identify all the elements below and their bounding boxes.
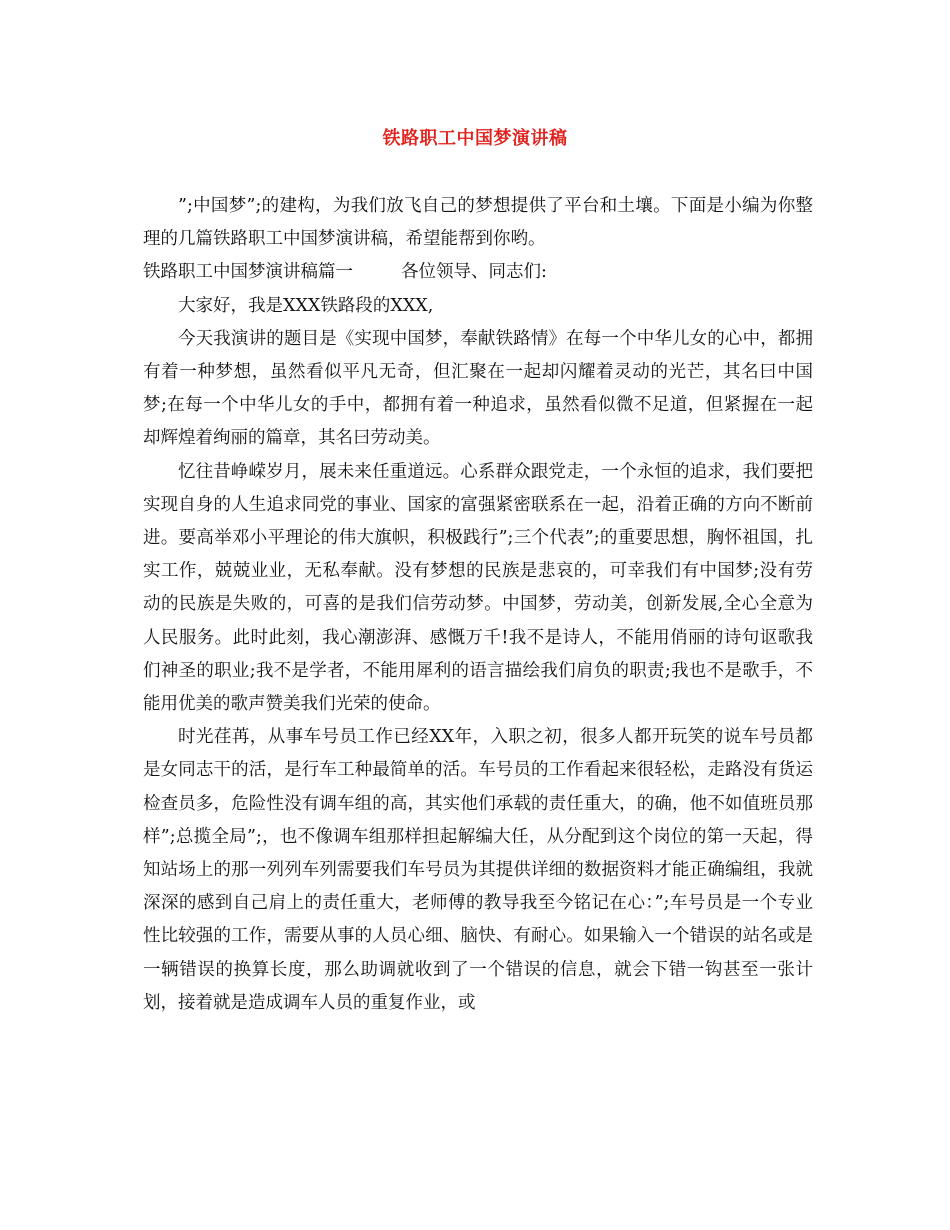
intro-paragraph: ”;中国梦”;的建构，为我们放飞自己的梦想提供了平台和土壤。下面是小编为你整理的几篇铁路职工中国梦演讲稿，希望能帮到你哟。: [143, 196, 813, 250]
body-paragraph: 时光荏苒，从事车号员工作已经XX年，入职之初，很多人都开玩笑的说车号员都是女同志干的活，是行车工种最简单的活。车号员的工作看起来很轻松，走路没有货运检查员多，危险性没有调车组的高，其实他们承载的责任重大，的确，他不如值班员那样”;总揽全局”;，也不像调车组那样担起解编大任，从分配到这个岗位的第一天起，得知站场上的那一列列车列需要我们车号员为其提供详细的数据资料才能正确编组，我就深深的感到自己肩上的责任重大，老师傅的教导我至今铭记在心：”;车号员是一个专业性比较强的工作，需要从事的人员心细、脑快、有耐心。如果输入一个错误的站名或是一辆错误的换算长度，那么助调就收到了一个错误的信息，就会下错一钩甚至一张计划，接着就是造成调车人员的重复作业，或: [143, 727, 813, 1013]
salutation: 各位领导、同志们:: [401, 262, 547, 283]
body-paragraph: 大家好，我是XXX铁路段的XXX,: [178, 295, 434, 316]
section-heading: 铁路职工中国梦演讲稿篇一: [143, 262, 353, 283]
section-heading-line: [143, 256, 813, 289]
document-body: [143, 190, 813, 1020]
page-title: 铁路职工中国梦演讲稿: [382, 128, 568, 149]
body-paragraph: 忆往昔峥嵘岁月，展未来任重道远。心系群众跟党走，一个永恒的追求，我们要把实现自身的人生追求同党的事业、国家的富强紧密联系在一起，沿着正确的方向不断前进。要高举邓小平理论的伟大旗帜，积极践行”;三个代表”;的重要思想，胸怀祖国，扎实工作，兢兢业业，无私奉献。没有梦想的民族是悲哀的，可幸我们有中国梦;没有劳动的民族是失败的，可喜的是我们信劳动梦。中国梦，劳动美，创新发展,全心全意为人民服务。此时此刻，我心潮澎湃、感慨万千!我不是诗人，不能用俏丽的诗句讴歌我们神圣的职业;我不是学者，不能用犀利的语言描绘我们肩负的职责;我也不是歌手，不能用优美的歌声赞美我们光荣的使命。: [143, 461, 813, 715]
body-paragraph: 今天我演讲的题目是《实现中国梦，奉献铁路情》在每一个中华儿女的心中，都拥有着一种梦想，虽然看似平凡无奇，但汇聚在一起却闪耀着灵动的光芒，其名曰中国梦;在每一个中华儿女的手中，都拥有着一种追求，虽然看似微不足道，但紧握在一起却辉煌着绚丽的篇章，其名曰劳动美。: [143, 328, 813, 449]
